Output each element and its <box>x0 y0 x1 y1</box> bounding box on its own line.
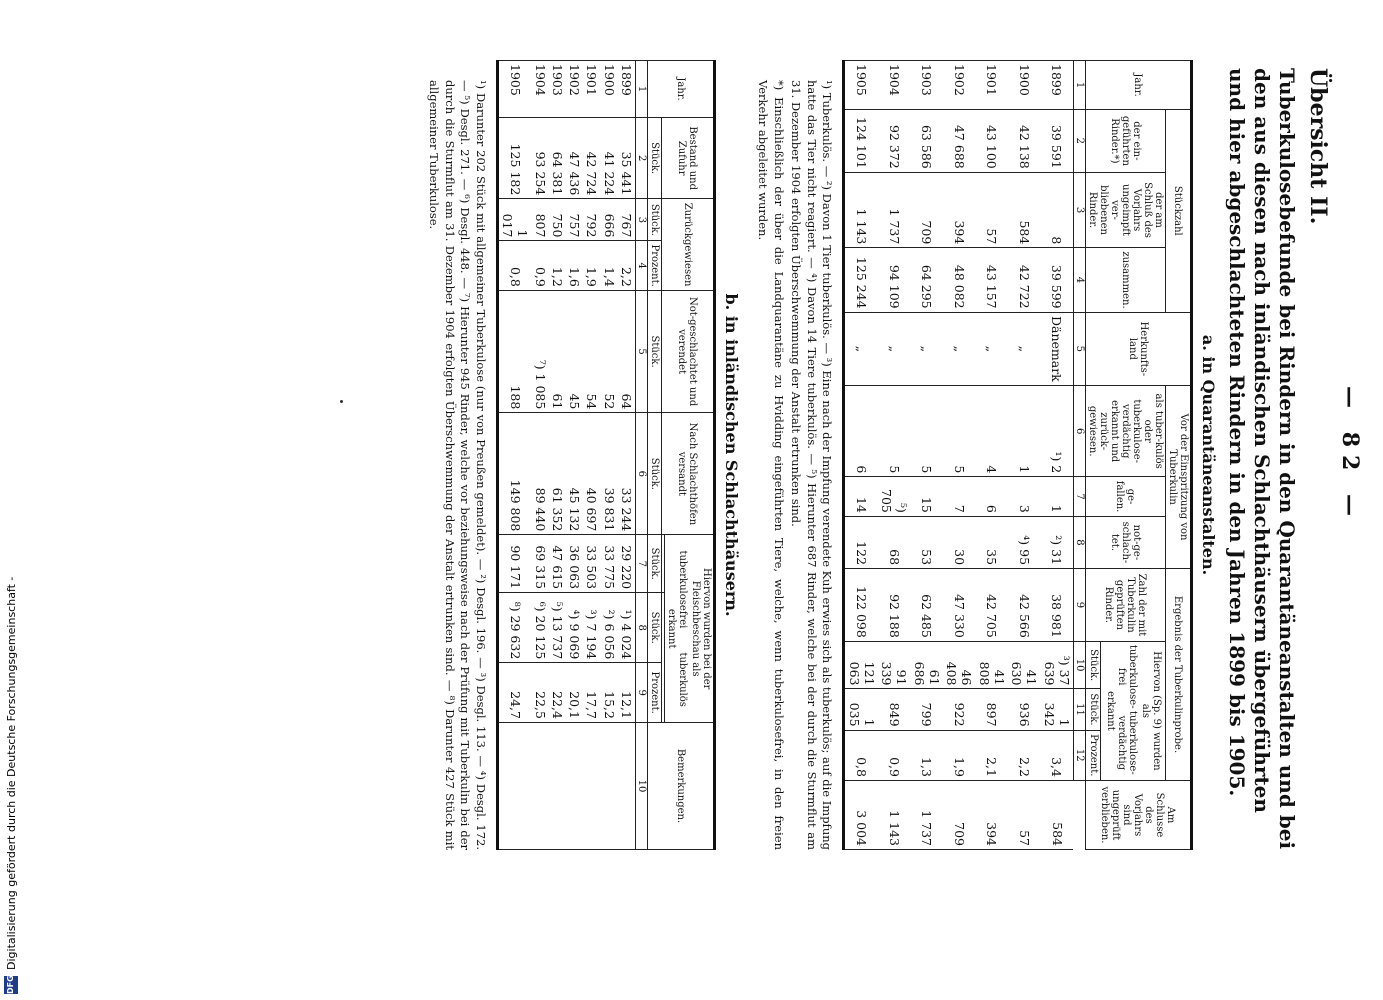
column-number: 5 <box>635 290 647 413</box>
header-eingefuehrt: der ein-geführten Rinder.*) <box>1086 110 1166 173</box>
header-stueckzahl: Stückzahl <box>1166 110 1192 313</box>
footnote-a-2: *) Einschließlich der über die Landquarantäne zu Hvidding eingeführten Tiere, welche, wenn tuberkulosefrei, in den freien Verkehr abgeleitet wurden. <box>756 80 786 850</box>
verdaechtig-cell: 936 <box>1008 689 1041 730</box>
header-vor-impfung: Vor der Einspritzung von Tuberkulin <box>1166 386 1192 569</box>
header-hiervon <box>1101 641 1166 780</box>
gefallen-cell: 15 <box>911 477 944 517</box>
zurueck-prozent-cell: 1,6 <box>566 241 583 290</box>
table-row <box>497 61 531 850</box>
tuberkuloes-cell: ⁶) 20 125 <box>531 593 548 663</box>
column-number: 1 <box>635 61 647 118</box>
header-erkannt: erkannt <box>1104 691 1116 731</box>
frei-cell: ³) 37 639 <box>1041 641 1074 689</box>
table-row <box>911 61 944 850</box>
versandt-cell: 149 808 <box>497 413 531 535</box>
vorjahr-cell: 584 <box>1008 172 1041 248</box>
zurueck-stueck-cell: 792 <box>583 199 600 241</box>
table-row <box>566 61 583 850</box>
frei-cell: 33 503 <box>583 535 600 593</box>
header-verdaechtig: tuberkulose-verdächtig <box>1115 710 1138 775</box>
prozent-cell: 20,1 <box>566 663 583 723</box>
table-slaughterhouses <box>496 60 716 850</box>
notgeschlachtet-cell: 68 <box>878 516 911 568</box>
verblieben-cell: 1 737 <box>911 781 944 850</box>
column-number: 6 <box>1074 386 1086 477</box>
header-als-tuberkuloes: als tuber-kulös oder tuberkulose-verdächtig erkannt und zurück-gewiesen. <box>1086 386 1166 477</box>
table-row <box>943 61 976 850</box>
zurueckgewiesen-cell: 5 <box>878 386 911 477</box>
frei-cell: 36 063 <box>566 535 583 593</box>
year-cell: 1899 <box>618 61 636 118</box>
zurueckgewiesen-cell: 1 <box>1008 386 1041 477</box>
year-cell: 1905 <box>497 61 531 118</box>
zurueckgewiesen-cell: 6 <box>844 386 878 477</box>
zusammen-cell: 39 599 <box>1041 248 1074 312</box>
versandt-cell: 61 352 <box>549 413 566 535</box>
header-b-notgeschlachtet: Not-geschlachtet und verendet <box>661 290 714 413</box>
table-row <box>844 61 878 850</box>
gefallen-cell: ⁵) 705 <box>878 477 911 517</box>
column-number: 12 <box>1074 730 1086 780</box>
dfg-logo: DFG <box>4 976 18 994</box>
herkunft-cell: „ <box>943 312 976 385</box>
column-number: 5 <box>1074 312 1086 385</box>
column-number: 10 <box>1074 641 1086 689</box>
footnote-a-1: ¹) Tuberkulös. — ²) Davon 1 Tier tuberkulös. — ³) Eine nach der Impfung verendete Kuh erwies sich als tuberkulös; auf die Impfung hatte das Tier nicht reagiert. — ⁴) Davon 14 Tiere tuberkulös. — ⁵) Hierunter 687 Rinder, welche bei der durch die Sturmflut am 31. Dezember 1904 erfolgten Überschwemmung der Anstalt ertrunken sind. <box>789 80 835 850</box>
footnote-b-1: ¹) Darunter 202 Stück mit allgemeiner Tuberkulose (nur von Preußen gemeldet). — ²) Desgl. 196. — ³) Desgl. 113. — ⁴) Desgl. 172. — ⁵) Desgl. 271. — ⁶) Desgl. 448. — ⁷) Hierunter 945 Rinder, welche vor beziehungsweise nach der Prüfung mit Tuberkulin bei der durch die Sturmflut am 31. Dezember 1904 erfolgten Überschwemmung der Anstalt ertrunken sind. — ⁸) Darunter 427 Stück mit allgemeiner Tuberkulose. <box>427 80 488 850</box>
zurueck-prozent-cell: 1,4 <box>600 241 617 290</box>
table-quarantine <box>843 60 1194 850</box>
vorjahr-cell: 1 143 <box>844 172 878 248</box>
prozent-cell: 1,9 <box>943 730 976 780</box>
section-a-subtitle: a. in Quarantäneanstalten. <box>1199 334 1218 576</box>
bestand-cell: 47 436 <box>566 118 583 199</box>
gefallen-cell: 7 <box>943 477 976 517</box>
herkunft-cell: „ <box>878 312 911 385</box>
frei-cell: 29 220 <box>618 535 636 593</box>
page-number: — 82 — <box>1337 386 1363 524</box>
table-row <box>600 61 617 850</box>
zurueckgewiesen-cell: 5 <box>943 386 976 477</box>
verblieben-cell: 394 <box>976 781 1009 850</box>
header-b-prozent-zurueck: Prozent. <box>647 241 661 290</box>
header-stueck-frei: Stück. <box>1086 641 1101 689</box>
header-b-stueck-zurueck: Stück. <box>647 199 661 241</box>
header-am-schlusse: Am Schlusse des Vorjahrs sind ungeprüft verblieben. <box>1086 781 1192 850</box>
column-number: 9 <box>635 663 647 723</box>
column-number: 3 <box>1074 172 1086 248</box>
notgeschlachtet-cell: 35 <box>976 516 1009 568</box>
frei-cell: 61 686 <box>911 641 944 689</box>
column-number: 11 <box>1074 689 1086 730</box>
verdaechtig-cell: 922 <box>943 689 976 730</box>
footnotes-a <box>755 80 835 850</box>
eingefuehrt-cell: 42 138 <box>1008 110 1041 173</box>
year-cell: 1903 <box>549 61 566 118</box>
versandt-cell: 39 831 <box>600 413 617 535</box>
notgeschlachtet-cell: 45 <box>566 290 583 413</box>
notgeschlachtet-cell: 54 <box>583 290 600 413</box>
prozent-cell: 0,8 <box>844 730 878 780</box>
header-b-zurueckgewiesen: Zurückgewiesen <box>661 199 714 291</box>
zurueck-prozent-cell: 0,8 <box>497 241 531 290</box>
verblieben-cell: 584 <box>1041 781 1074 850</box>
zusammen-cell: 125 244 <box>844 248 878 312</box>
column-numbers-row <box>635 61 647 850</box>
header-b-jahr: Jahr. <box>647 61 714 118</box>
year-cell: 1901 <box>583 61 600 118</box>
header-b-stueck-tub: Stück. <box>647 593 661 663</box>
bemerkungen-cell <box>531 723 548 850</box>
zurueck-stueck-cell: 807 <box>531 199 548 241</box>
column-number: 3 <box>635 199 647 241</box>
gefallen-cell: 1 <box>1041 477 1074 517</box>
header-hiervon-label: Hiervon (Sp. 9) wurden als <box>1139 651 1162 771</box>
eingefuehrt-cell: 47 688 <box>943 110 976 173</box>
column-number: 4 <box>635 241 647 290</box>
herkunft-cell: „ <box>1008 312 1041 385</box>
header-b-erkannt: erkannt <box>665 608 677 649</box>
year-cell: 1904 <box>878 61 911 110</box>
column-number: 8 <box>635 593 647 663</box>
zusammen-cell: 94 109 <box>878 248 911 312</box>
verblieben-cell: 57 <box>1008 781 1041 850</box>
table-row <box>1041 61 1074 850</box>
eingefuehrt-cell: 63 586 <box>911 110 944 173</box>
header-b-stueck-bestand: Stück. <box>647 118 661 199</box>
bemerkungen-cell <box>583 723 600 850</box>
header-zusammen: zusammen. <box>1086 248 1166 312</box>
header-b-tuberkulosefrei: tuberkulosefrei <box>676 550 688 629</box>
column-number: 2 <box>1074 110 1086 173</box>
zurueck-stueck-cell: 750 <box>549 199 566 241</box>
table-row <box>976 61 1009 850</box>
year-cell: 1901 <box>976 61 1009 110</box>
table-body-slaughterhouses <box>497 61 635 850</box>
table-row <box>583 61 600 850</box>
column-number: 1 <box>1074 61 1086 110</box>
prozent-cell: 12,1 <box>618 663 636 723</box>
zusammen-cell: 48 082 <box>943 248 976 312</box>
header-jahr: Jahr. <box>1086 61 1192 110</box>
zurueck-stueck-cell: 1 017 <box>497 199 531 241</box>
bestand-cell: 35 441 <box>618 118 636 199</box>
notgeschlachtet-cell: 52 <box>600 290 617 413</box>
geprueft-cell: 42 566 <box>1008 569 1041 642</box>
zurueck-stueck-cell: 757 <box>566 199 583 241</box>
year-cell: 1903 <box>911 61 944 110</box>
verblieben-cell: 1 143 <box>878 781 911 850</box>
gefallen-cell: 3 <box>1008 477 1041 517</box>
frei-cell: 33 775 <box>600 535 617 593</box>
herkunft-cell: „ <box>976 312 1009 385</box>
verblieben-cell: 3 004 <box>844 781 878 850</box>
frei-cell: 46 408 <box>943 641 976 689</box>
frei-cell: 41 630 <box>1008 641 1041 689</box>
versandt-cell: 40 697 <box>583 413 600 535</box>
versandt-cell: 33 244 <box>618 413 636 535</box>
vorjahr-cell: 57 <box>976 172 1009 248</box>
header-tuberkulosefrei: tuberkulose-frei <box>1115 644 1138 709</box>
year-cell: 1904 <box>531 61 548 118</box>
prozent-cell: 22,5 <box>531 663 548 723</box>
eingefuehrt-cell: 39 591 <box>1041 110 1074 173</box>
vorjahr-cell: 709 <box>911 172 944 248</box>
tuberkuloes-cell: ³) 7 194 <box>583 593 600 663</box>
bemerkungen-cell <box>497 723 531 850</box>
header-b-prozent-tub: Prozent. <box>647 663 661 723</box>
zusammen-cell: 43 157 <box>976 248 1009 312</box>
column-number: 9 <box>1074 569 1086 642</box>
tuberkuloes-cell: ¹) 4 024 <box>618 593 636 663</box>
geprueft-cell: 47 330 <box>943 569 976 642</box>
header-gefallen: ge-fallen. <box>1086 477 1166 517</box>
bestand-cell: 64 381 <box>549 118 566 199</box>
gefallen-cell: 14 <box>844 477 878 517</box>
notgeschlachtet-cell: ²) 31 <box>1041 516 1074 568</box>
header-prozent: Prozent. <box>1086 730 1101 780</box>
prozent-cell: 2,2 <box>1008 730 1041 780</box>
notgeschlachtet-cell: 53 <box>911 516 944 568</box>
verblieben-cell: 709 <box>943 781 976 850</box>
header-stueck-verdaechtig: Stück. <box>1086 689 1101 730</box>
verdaechtig-cell: 1 035 <box>844 689 878 730</box>
column-number: 4 <box>1074 248 1086 312</box>
digitization-credit: Digitalisierung gefördert durch die Deutsche Forschungsgemeinschaft - <box>4 576 18 970</box>
versandt-cell: 45 132 <box>566 413 583 535</box>
notgeschlachtet-cell: 122 <box>844 516 878 568</box>
year-cell: 1899 <box>1041 61 1074 110</box>
header-b-hiervon <box>664 535 714 723</box>
notgeschlachtet-cell: ⁷) 1 085 <box>531 290 548 413</box>
geprueft-cell: 92 188 <box>878 569 911 642</box>
zurueckgewiesen-cell: 5 <box>911 386 944 477</box>
vorjahr-cell: 8 <box>1041 172 1074 248</box>
header-b-bestand: Bestand und Zufuhr <box>661 118 714 199</box>
bemerkungen-cell <box>549 723 566 850</box>
geprueft-cell: 38 981 <box>1041 569 1074 642</box>
scan-speck <box>340 400 343 403</box>
header-b-frei-blank <box>661 535 664 593</box>
verdaechtig-cell: 1 342 <box>1041 689 1074 730</box>
header-b-stueck-versandt: Stück. <box>647 413 661 535</box>
section-b-subtitle: b. in inländischen Schlachthäusern. <box>721 293 741 617</box>
header-b-stueck-not: Stück. <box>647 290 661 413</box>
geprueft-cell: 122 098 <box>844 569 878 642</box>
header-vorjahr: der am Schluß des Vorjahrs ungeimpft ver-bliebenen Rinder. <box>1086 172 1166 248</box>
zusammen-cell: 64 295 <box>911 248 944 312</box>
zurueck-prozent-cell: 0,9 <box>531 241 548 290</box>
bestand-cell: 42 724 <box>583 118 600 199</box>
header-b-hiervon-label: Hiervon wurden bei der Fleischbeschau als <box>689 567 712 690</box>
gefallen-cell: 6 <box>976 477 1009 517</box>
zurueck-prozent-cell: 2,2 <box>618 241 636 290</box>
verdaechtig-cell: 849 <box>878 689 911 730</box>
prozent-cell: 1,3 <box>911 730 944 780</box>
zurueck-prozent-cell: 1,9 <box>583 241 600 290</box>
tuberkuloes-cell: ⁵) 13 737 <box>549 593 566 663</box>
zurueck-stueck-cell: 767 <box>618 199 636 241</box>
notgeschlachtet-cell: 61 <box>549 290 566 413</box>
zurueck-stueck-cell: 666 <box>600 199 617 241</box>
tuberkuloes-cell: ⁸) 29 632 <box>497 593 531 663</box>
frei-cell: 69 315 <box>531 535 548 593</box>
column-number: 2 <box>635 118 647 199</box>
prozent-cell: 24,7 <box>497 663 531 723</box>
bemerkungen-cell <box>566 723 583 850</box>
prozent-cell: 17,7 <box>583 663 600 723</box>
frei-cell: 90 171 <box>497 535 531 593</box>
table-row <box>878 61 911 850</box>
frei-cell: 121 063 <box>844 641 878 689</box>
prozent-cell: 2,1 <box>976 730 1009 780</box>
digitization-sidebar <box>0 0 22 1000</box>
year-cell: 1905 <box>844 61 878 110</box>
table-row <box>1008 61 1041 850</box>
versandt-cell: 89 440 <box>531 413 548 535</box>
column-number: 10 <box>635 723 647 850</box>
header-b-bemerkungen: Bemerkungen. <box>647 723 714 850</box>
year-cell: 1902 <box>566 61 583 118</box>
geprueft-cell: 42 705 <box>976 569 1009 642</box>
tuberkuloes-cell: ⁴) 9 069 <box>566 593 583 663</box>
column-numbers-row <box>1074 61 1086 850</box>
bemerkungen-cell <box>600 723 617 850</box>
overview-heading: Übersicht II. <box>1305 68 1331 225</box>
header-b-tuberkuloes: tuberkulös <box>676 652 688 707</box>
zurueckgewiesen-cell: ¹) 2 <box>1041 386 1074 477</box>
frei-cell: 91 339 <box>878 641 911 689</box>
column-number: 8 <box>1074 516 1086 568</box>
bestand-cell: 41 224 <box>600 118 617 199</box>
column-number: 6 <box>635 413 647 535</box>
geprueft-cell: 62 485 <box>911 569 944 642</box>
header-b-nach-schlachthoefen: Nach Schlachthöfen versandt <box>661 413 714 535</box>
prozent-cell: 22,4 <box>549 663 566 723</box>
notgeschlachtet-cell: 30 <box>943 516 976 568</box>
bestand-cell: 93 254 <box>531 118 548 199</box>
frei-cell: 47 615 <box>549 535 566 593</box>
table-row <box>549 61 566 850</box>
bemerkungen-cell <box>618 723 636 850</box>
notgeschlachtet-cell: 64 <box>618 290 636 413</box>
notgeschlachtet-cell: ⁴) 95 <box>1008 516 1041 568</box>
eingefuehrt-cell: 92 372 <box>878 110 911 173</box>
header-ergebnis: Ergebnis der Tuberkulinprobe. <box>1166 569 1192 781</box>
table-row <box>618 61 636 850</box>
header-herkunft: Herkunfts-land <box>1086 312 1192 385</box>
notgeschlachtet-cell: 188 <box>497 290 531 413</box>
zurueck-prozent-cell: 1,2 <box>549 241 566 290</box>
column-number: 7 <box>635 535 647 593</box>
table-body-quarantine <box>844 61 1074 850</box>
year-cell: 1900 <box>600 61 617 118</box>
verdaechtig-cell: 799 <box>911 689 944 730</box>
prozent-cell: 0,9 <box>878 730 911 780</box>
tuberkuloes-cell: ²) 6 056 <box>600 593 617 663</box>
year-cell: 1902 <box>943 61 976 110</box>
vorjahr-cell: 1 737 <box>878 172 911 248</box>
column-number: 7 <box>1074 477 1086 517</box>
footnotes-b <box>426 80 488 850</box>
header-b-tub-blank <box>661 593 664 723</box>
verdaechtig-cell: 897 <box>976 689 1009 730</box>
zurueckgewiesen-cell: 4 <box>976 386 1009 477</box>
bestand-cell: 125 182 <box>497 118 531 199</box>
herkunft-cell: „ <box>911 312 944 385</box>
eingefuehrt-cell: 124 101 <box>844 110 878 173</box>
header-zahl-geprueft: Zahl der mit Tuberkulin geprüften Rinder. <box>1086 569 1166 642</box>
zusammen-cell: 42 722 <box>1008 248 1041 312</box>
eingefuehrt-cell: 43 100 <box>976 110 1009 173</box>
prozent-cell: 15,2 <box>600 663 617 723</box>
table-row <box>531 61 548 850</box>
year-cell: 1900 <box>1008 61 1041 110</box>
frei-cell: 41 808 <box>976 641 1009 689</box>
prozent-cell: 3,4 <box>1041 730 1074 780</box>
herkunft-cell: Dänemark <box>1041 312 1074 385</box>
header-b-stueck-frei: Stück. <box>647 535 661 593</box>
document-title: Tuberkulosebefunde bei Rindern in den Quarantäneanstalten und bei den aus diesen nach inländischen Schlachthäusern übergeführten und hier abgeschlachteten Rindern in den Jahren 1899 bis 1905. <box>1225 68 1299 850</box>
vorjahr-cell: 394 <box>943 172 976 248</box>
header-notgeschlachtet: not-ge-schlach-tet. <box>1086 516 1166 568</box>
herkunft-cell: „ <box>844 312 878 385</box>
